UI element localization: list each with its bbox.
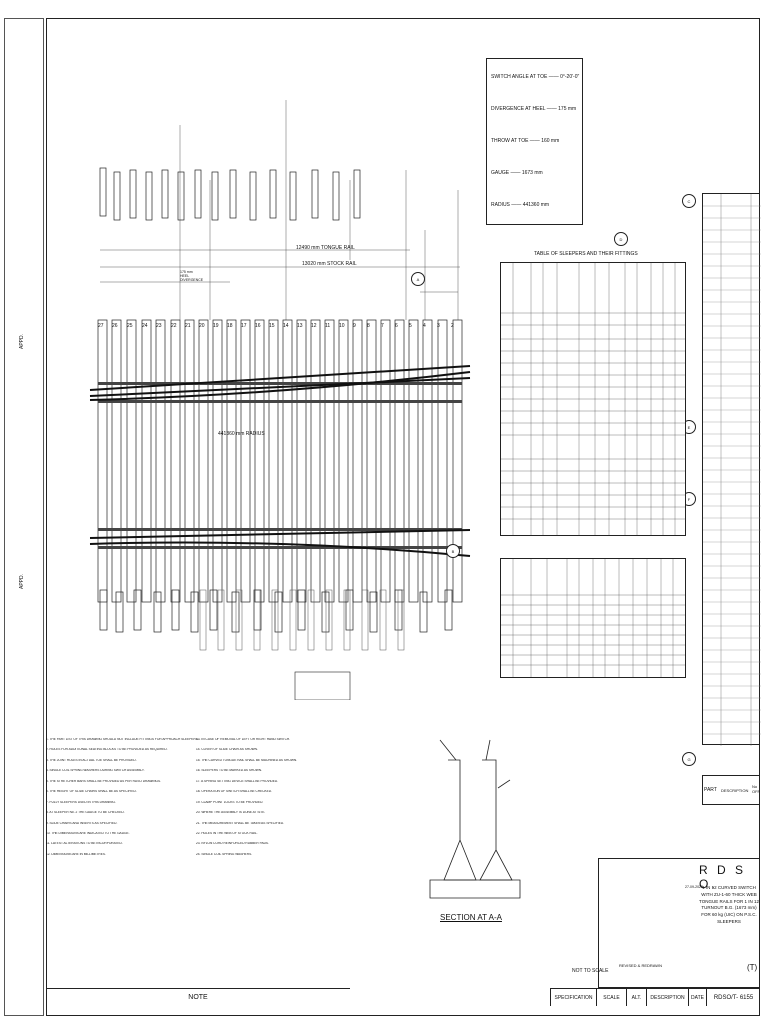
sleeper-number: 4 bbox=[423, 323, 426, 329]
approved-label: APPD. bbox=[19, 333, 26, 350]
section-aa-title: SECTION AT A-A bbox=[440, 913, 502, 922]
note-line: 24. SINGLE COIL SPRING WASHERS. bbox=[196, 852, 253, 856]
note-line: 13. IN CASE OF REMOVAL OF LEFT OR RIGHT HAND SWITCH. bbox=[196, 738, 291, 741]
param-switch-angle: SWITCH ANGLE AT TOE —— 0°-20'-0" bbox=[491, 74, 580, 80]
radius-label: 441360 mm RADIUS bbox=[218, 431, 265, 437]
title-block bbox=[598, 858, 760, 988]
approved-label-2: APPD. bbox=[19, 573, 26, 590]
note-line: 12. DIMENSIONS ARE IN MILLIMETRES. bbox=[46, 852, 106, 856]
sleeper-number: 21 bbox=[185, 323, 191, 329]
note-line: 8. AT SLEEPER No. 2 THE GAUGE TO BE CHECKED. bbox=[46, 811, 125, 815]
drawing-number-cell: RDSO/T- 6155 bbox=[706, 988, 760, 1006]
sleeper-number: 3 bbox=[437, 323, 440, 329]
sleeper-number: 22 bbox=[171, 323, 177, 329]
note-line: 19. CLAMP POINT LOCKS TO BE PROVIDED. bbox=[196, 800, 264, 804]
sleeper-number: 23 bbox=[156, 323, 162, 329]
note-line: 10. THE DIMENSIONS ARE INDICATED TO THE GAUGE. bbox=[46, 831, 130, 835]
note-line: 11. LATEST ALTERATIONS TO BE INCORPORATED. bbox=[46, 842, 123, 846]
description-column-header: DESCRIPTION bbox=[721, 788, 749, 793]
reference-bubble: A bbox=[411, 272, 425, 286]
qty-column-header: No OFF bbox=[752, 784, 760, 794]
sleeper-number-row bbox=[98, 322, 462, 334]
reference-bubble: C bbox=[682, 194, 696, 208]
revision-note: REVISED & REDRAWN bbox=[619, 963, 662, 968]
alt-cell: ALT. bbox=[626, 988, 646, 1006]
track-plan bbox=[50, 60, 480, 700]
notes-label-cell bbox=[46, 988, 350, 1006]
param-divergence: DIVERGENCE AT HEEL —— 175 mm bbox=[491, 106, 577, 112]
sleeper-table-title: TABLE OF SLEEPERS AND THEIR FITTINGS bbox=[534, 251, 638, 257]
sleeper-number: 9 bbox=[353, 323, 356, 329]
drawing-title: 1 IN 12 CURVED SWITCH WITH ZU-1-60 THICK WEB TONGUE RAILS FOR 1 IN 12 TURNOUT B.G. (1673 mm) FOR 60 kg (UIC) ON P.S.C. SLEEPERS bbox=[699, 885, 759, 924]
note-line: 4. SINGLE COIL SPRING WASHERS DURING SWITCH ASSEMBLY. bbox=[46, 769, 145, 773]
part-column-header: PART bbox=[704, 787, 717, 793]
sleeper-number: 27 bbox=[98, 323, 104, 329]
sleeper-number: 10 bbox=[339, 323, 345, 329]
reference-bubble: E bbox=[682, 420, 696, 434]
note-line: 6. THE HEIGHT OF SLIDE CHAIRS SHALL BE AS SPECIFIED. bbox=[46, 790, 137, 794]
param-gauge: GAUGE —— 1673 mm bbox=[491, 170, 543, 176]
sleeper-number: 25 bbox=[127, 323, 133, 329]
stock-rail-label: 13020 mm STOCK RAIL bbox=[302, 261, 357, 267]
sleeper-number: 11 bbox=[325, 323, 331, 329]
switch-parameters-box bbox=[486, 58, 583, 225]
note-line: 2. HOLES FOR ADDITIONAL SEATING BLOCKS TO BE PROVIDED AS REQUIRED. bbox=[46, 748, 168, 752]
sleeper-number: 17 bbox=[241, 323, 247, 329]
note-line: 14. COVER OF SLIDE CHAIR AS SHOWN. bbox=[196, 748, 258, 752]
sleeper-number: 7 bbox=[381, 323, 384, 329]
org-name: R D S O. bbox=[699, 863, 747, 891]
sleeper-number: 8 bbox=[367, 323, 370, 329]
sleeper-number: 12 bbox=[311, 323, 317, 329]
heel-divergence-label: 175 mm HEEL DIVERGENCE bbox=[180, 270, 204, 282]
notes-label: NOTE bbox=[188, 994, 208, 1001]
sleeper-number: 2 bbox=[451, 323, 454, 329]
note-line: 21. THE MEASUREMENT SHALL BE TAKEN AS SPECIFIED. bbox=[196, 821, 285, 825]
param-throw: THROW AT TOE —— 160 mm bbox=[491, 138, 560, 144]
sleeper-number: 13 bbox=[297, 323, 303, 329]
special-sleeper-table bbox=[500, 558, 686, 678]
reference-bubble: G bbox=[682, 752, 696, 766]
param-radius: RADIUS —— 441360 mm bbox=[491, 202, 550, 208]
note-line: 15. THE CURVED TONGUE RAIL SHALL BE MACHINED AS SHOWN. bbox=[196, 758, 298, 762]
sleeper-number: 5 bbox=[409, 323, 412, 329]
scale-cell: SCALE bbox=[596, 988, 626, 1006]
sleeper-number: 19 bbox=[213, 323, 219, 329]
revision-date: 27-09-2022 bbox=[685, 885, 703, 889]
sleeper-number: 24 bbox=[142, 323, 148, 329]
parts-list-grid bbox=[703, 194, 761, 746]
special-table-grid bbox=[501, 559, 685, 677]
left-revision-strip bbox=[4, 18, 44, 1016]
note-line: 23. NYLON CORD REINFORCED RUBBER PADS. bbox=[196, 842, 269, 846]
note-line: 20. WHERE THE ASSEMBLY IS DONE AT SITE. bbox=[196, 811, 266, 815]
sleeper-table-grid bbox=[501, 263, 685, 535]
date-cell: DATE bbox=[688, 988, 706, 1006]
note-line: 9. SLIDE CHAIRS AND INSERTS AS SPECIFIED. bbox=[46, 821, 118, 825]
sleeper-number: 15 bbox=[269, 323, 275, 329]
sleeper-number: 16 bbox=[255, 323, 261, 329]
reference-bubble: B bbox=[446, 544, 460, 558]
sleeper-fittings-table bbox=[500, 262, 686, 536]
note-line: 7. FULLY SLEEPERS USED IN THIS DRAWING. bbox=[46, 800, 116, 804]
note-line: 22. HOLES IN THE WEB OF STOCK RAIL. bbox=[196, 831, 258, 835]
tongue-rail-label: 12490 mm TONGUE RAIL bbox=[296, 245, 355, 251]
note-line: 17. A SPRING SETTING DEVICE SHALL BE PROVIDED. bbox=[196, 779, 279, 783]
sleeper-number: 18 bbox=[227, 323, 233, 329]
general-notes-continued bbox=[196, 738, 366, 986]
specification-cell: SPECIFICATION bbox=[550, 988, 596, 1006]
sleeper-number: 26 bbox=[112, 323, 118, 329]
note-line: 3. THE JOINT HOLES IN ACTUAL TOE SHALL BE PROVIDED. bbox=[46, 758, 137, 762]
reference-bubble: F bbox=[682, 492, 696, 506]
note-line: 1. THE PART LIST OF THIS DRAWING SHOULD NOT INCLUDE FITTINGS FOR APPROACH SLEEPERS. bbox=[46, 738, 199, 741]
sleeper-number: 6 bbox=[395, 323, 398, 329]
section-aa-drawing bbox=[420, 720, 530, 920]
description-cell: DESCRIPTION bbox=[646, 988, 688, 1006]
sleeper-number: 20 bbox=[199, 323, 205, 329]
note-line: 5. THE STRETCHER BARS SHALL BE PROVIDED AS PER RDSO DRAWINGS. bbox=[46, 779, 162, 783]
reference-bubble: D bbox=[614, 232, 628, 246]
scale-note: NOT TO SCALE bbox=[572, 968, 609, 974]
parts-list bbox=[702, 193, 760, 745]
sleeper-number: 14 bbox=[283, 323, 289, 329]
alteration-mark: (T) bbox=[747, 963, 758, 972]
parts-header bbox=[702, 775, 760, 805]
note-line: 18. OPERATION OF SWITCH SHALL BE CHECKED. bbox=[196, 790, 272, 794]
note-line: 16. SLEEPERS TO BE MARKED AS SHOWN. bbox=[196, 769, 262, 773]
